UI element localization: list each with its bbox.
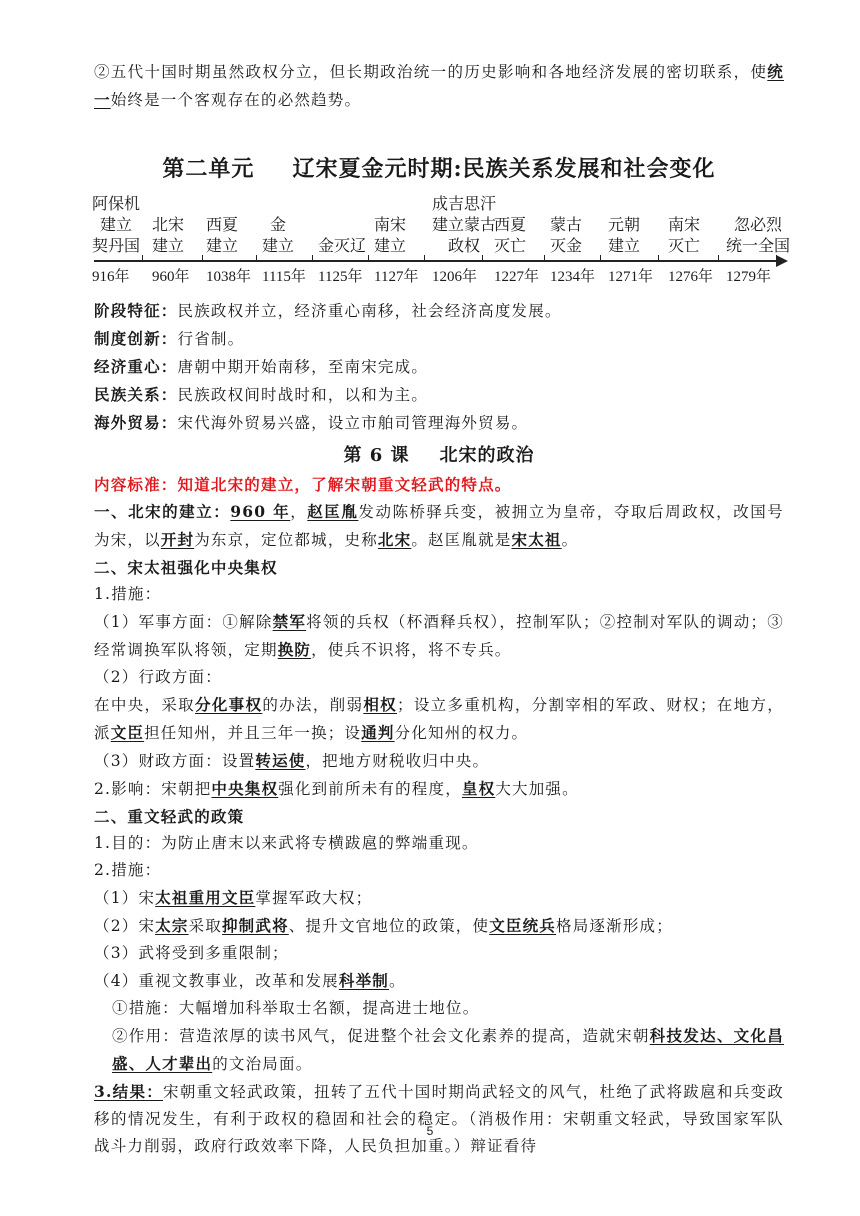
timeline-event xyxy=(152,194,184,257)
timeline-event xyxy=(374,194,406,257)
purpose: 1.目的：为防止唐末以来武将专横跋扈的弊端重现。 xyxy=(94,834,479,852)
text: （4）重视文教事业，改革和发展 xyxy=(94,972,339,990)
timeline-year: 1279年 xyxy=(726,269,772,285)
sub-measure xyxy=(94,1022,784,1078)
timeline-axis xyxy=(94,260,778,262)
influence xyxy=(94,775,784,803)
timeline-event-line: 金 xyxy=(270,217,287,234)
key-term: 赵匡胤 xyxy=(307,502,359,521)
text: 发动陈桥驿兵变，被拥立为皇帝，夺取后周政权，改国号为宋，以 xyxy=(94,503,784,549)
timeline-year: 960年 xyxy=(152,269,190,285)
timeline-event-line: 蒙古 xyxy=(550,217,583,234)
timeline-year: 1038年 xyxy=(206,269,252,285)
section-heading: 二、宋太祖强化中央集权 xyxy=(94,558,278,577)
intro-paragraph xyxy=(94,58,784,114)
text: （3）财政方面：设置 xyxy=(94,752,256,770)
intro-text-end: 始终是一个客观存在的必然趋势。 xyxy=(110,91,362,109)
timeline-tick xyxy=(776,255,777,261)
timeline-tick xyxy=(202,255,203,261)
key-term: 通判 xyxy=(361,723,395,742)
section-heading: 二、重文轻武的政策 xyxy=(94,807,245,826)
summary-text: 宋代海外贸易兴盛，设立市舶司管理海外贸易。 xyxy=(177,414,529,432)
timeline-event-line: 西夏 xyxy=(206,217,239,234)
summary-text: 民族政权并立，经济重心南移，社会经济高度发展。 xyxy=(177,302,562,320)
key-term: 中央集权 xyxy=(211,779,279,798)
timeline-year: 1276年 xyxy=(668,269,714,285)
key-term: 3.结果： xyxy=(94,1082,164,1101)
timeline-event-line: 建立 xyxy=(152,238,185,255)
timeline-event-line: 元朝 xyxy=(608,217,641,234)
text: 、提升文官地位的政策，使 xyxy=(288,917,490,935)
key-term: 太宗 xyxy=(155,916,189,935)
section-founding xyxy=(94,498,784,554)
timeline-event-line: 忽必烈 xyxy=(734,217,783,234)
timeline-event-line: 灭金 xyxy=(550,238,583,255)
timeline-event-line: 政权 xyxy=(448,238,481,255)
timeline-event-line xyxy=(608,194,640,215)
unit-number: 第二单元 xyxy=(162,156,255,182)
text: ，使兵不识将，将不专兵。 xyxy=(311,641,512,659)
timeline-event-line: 北宋 xyxy=(152,217,185,234)
text: 大大加强。 xyxy=(495,780,579,798)
timeline-event-line: 灭亡 xyxy=(668,238,701,255)
timeline-event-line: 建立 xyxy=(206,238,239,255)
administrative-measures xyxy=(94,691,784,747)
timeline-event-line xyxy=(550,194,582,215)
key-term: 960 年 xyxy=(230,502,291,521)
timeline-event xyxy=(608,194,640,257)
summary-item xyxy=(94,353,784,381)
timeline-event-line: 建立蒙古 xyxy=(432,217,497,234)
text: ， xyxy=(290,503,308,521)
timeline-event xyxy=(318,194,366,257)
key-term: 抑制武将 xyxy=(221,916,289,935)
text: 为东京，定位都城，史称 xyxy=(194,531,378,549)
text: 分化知州的权力。 xyxy=(394,724,529,742)
text: 宋朝重文轻武政策，扭转了五代十国时期尚武轻文的风气，杜绝了武将跋扈和兵变政移的情况发生，有利于政权的稳固和社会的稳定。（消极作用：宋朝重文轻武，导致国家军队战斗力削弱，政府行政效率下降，人民负担加重。）辩证看待 xyxy=(94,1083,784,1155)
timeline-year: 1227年 xyxy=(494,269,540,285)
financial-measures xyxy=(94,747,784,775)
text: ②作用：营造浓厚的读书风气，促进整个社会文化素养的提高，造就宋朝 xyxy=(112,1027,650,1045)
section-heading: 一、北宋的建立： xyxy=(94,502,231,521)
timeline-event-line: 建立 xyxy=(374,238,407,255)
sub-measure: ①措施：大幅增加科举取士名额，提高进士地位。 xyxy=(112,999,480,1017)
timeline-tick xyxy=(312,255,313,261)
lesson-name: 北宋的政治 xyxy=(439,445,535,466)
key-term: 皇权 xyxy=(461,779,496,798)
timeline-tick xyxy=(482,255,483,261)
timeline-tick xyxy=(544,255,545,261)
measure-item: （3）武将受到多重限制； xyxy=(94,944,289,962)
summary-label: 阶段特征： xyxy=(94,301,178,320)
summary-item xyxy=(94,297,784,325)
key-term: 换防 xyxy=(277,640,312,659)
text: （2）宋 xyxy=(94,917,156,935)
document-page xyxy=(92,58,791,1160)
timeline-event xyxy=(206,194,238,257)
lesson-title xyxy=(94,441,784,467)
text: 格局逐渐形成； xyxy=(556,917,673,935)
summary-item xyxy=(94,325,784,353)
timeline-event-line xyxy=(318,215,366,236)
timeline-event-line: 契丹国 xyxy=(92,238,141,255)
key-term: 分化事权 xyxy=(195,695,263,714)
timeline-event-line xyxy=(262,194,294,215)
text: （1）宋 xyxy=(94,889,156,907)
summary-label: 经济重心： xyxy=(94,357,178,376)
timeline-tick xyxy=(424,255,425,261)
content-standard: 内容标准：知道北宋的建立，了解宋朝重文轻武的特点。 xyxy=(94,475,512,494)
timeline-year: 1127年 xyxy=(374,269,419,285)
text: 在中央，采取 xyxy=(94,696,195,714)
summary-text: 行省制。 xyxy=(177,330,245,348)
timeline-event-line: 成吉思汗 xyxy=(432,196,497,213)
timeline-event-line xyxy=(726,194,790,215)
timeline-tick xyxy=(600,255,601,261)
key-term: 科举制 xyxy=(338,971,389,990)
key-term: 转运使 xyxy=(255,751,306,770)
timeline-tick xyxy=(718,255,719,261)
summary-item xyxy=(94,381,784,409)
timeline-tick xyxy=(368,255,369,261)
text: 的文治局面。 xyxy=(212,1055,313,1073)
timeline-event xyxy=(92,194,140,257)
key-term: 开封 xyxy=(160,530,195,549)
lesson-number: 第 6 课 xyxy=(343,445,410,466)
text: 。 xyxy=(561,531,579,549)
timeline-event-line: 南宋 xyxy=(374,217,407,234)
timeline-event-line: 西夏 xyxy=(494,217,527,234)
timeline-event-line: 建立 xyxy=(608,238,641,255)
timeline-event-line: 金灭辽 xyxy=(318,238,367,255)
summary-list xyxy=(94,297,784,437)
timeline-year: 1206年 xyxy=(432,269,478,285)
measure-item xyxy=(94,967,784,995)
text: 的办法，削弱 xyxy=(262,696,364,714)
timeline-tick xyxy=(256,255,257,261)
timeline-tick xyxy=(658,255,659,261)
key-term: 文臣统兵 xyxy=(489,916,557,935)
timeline-event-line xyxy=(374,194,406,215)
timeline-event-line xyxy=(206,194,238,215)
timeline-event-line: 统一全国 xyxy=(726,238,791,255)
timeline-event-line xyxy=(152,194,184,215)
page-number: 5 xyxy=(426,1124,434,1138)
text: 将领的兵权（杯酒释兵权），控制军队；②控制对军队的调动；③经常调换军队将领，定期 xyxy=(94,613,784,659)
timeline-year: 1271年 xyxy=(608,269,654,285)
timeline-event-line: 南宋 xyxy=(668,217,701,234)
text: 担任知州，并且三年一换；设 xyxy=(144,724,362,742)
text: 。赵匡胤就是 xyxy=(411,531,512,549)
text: 。 xyxy=(388,972,406,990)
timeline-event xyxy=(432,194,496,257)
timeline-tick xyxy=(142,255,143,261)
subheading: 1.措施： xyxy=(94,585,162,603)
summary-text: 民族政权间时战时和，以和为主。 xyxy=(177,386,429,404)
key-term: 太祖重用文臣 xyxy=(155,888,256,907)
timeline-year: 1125年 xyxy=(318,269,363,285)
timeline-event-line: 建立 xyxy=(262,238,295,255)
summary-label: 民族关系： xyxy=(94,385,178,404)
intro-emphasis: 统一 xyxy=(94,62,784,109)
key-term: 北宋 xyxy=(377,530,412,549)
timeline-event xyxy=(668,194,700,257)
timeline-event-line xyxy=(318,194,366,215)
timeline-event-line: 灭亡 xyxy=(494,238,527,255)
subheading: 2.措施： xyxy=(94,861,162,879)
text: 2.影响：宋朝把 xyxy=(94,780,212,798)
timeline-year: 1234年 xyxy=(550,269,596,285)
key-term: 文臣 xyxy=(110,723,145,742)
summary-text: 唐朝中期开始南移，至南宋完成。 xyxy=(177,358,429,376)
intro-text: ②五代十国时期虽然政权分立，但长期政治统一的历史影响和各地经济发展的密切联系，使 xyxy=(94,63,768,81)
timeline-event xyxy=(262,194,294,257)
text: 采取 xyxy=(188,917,222,935)
timeline-event xyxy=(726,194,790,257)
timeline-event-line: 阿保机 xyxy=(92,196,141,213)
timeline-event xyxy=(550,194,582,257)
measure-item xyxy=(94,912,784,940)
text: 掌握军政大权； xyxy=(255,889,373,907)
key-term: 宋太祖 xyxy=(511,530,562,549)
subheading: （2）行政方面： xyxy=(94,668,222,686)
unit-title xyxy=(94,152,784,183)
text: 强化到前所未有的程度， xyxy=(278,780,462,798)
timeline-event-line: 建立 xyxy=(100,217,133,234)
key-term: 禁军 xyxy=(272,612,307,631)
timeline-year: 1115年 xyxy=(262,269,306,285)
text: ；设立多重机构，分割宰相的军政、财权；在地方，派 xyxy=(94,696,784,742)
summary-item xyxy=(94,409,784,437)
measure-item xyxy=(94,884,784,912)
summary-label: 海外贸易： xyxy=(94,413,178,432)
timeline xyxy=(92,193,791,289)
result xyxy=(94,1078,784,1160)
unit-name: 辽宋夏金元时期:民族关系发展和社会变化 xyxy=(292,156,716,182)
timeline-event-line xyxy=(668,194,700,215)
key-term: 相权 xyxy=(363,695,397,714)
summary-label: 制度创新： xyxy=(94,329,178,348)
timeline-event xyxy=(494,194,526,257)
text: （1）军事方面：①解除 xyxy=(94,613,273,631)
timeline-year: 916年 xyxy=(92,269,130,285)
military-measures xyxy=(94,608,784,664)
key-term: 科技发达、文化昌盛、人才辈出 xyxy=(112,1026,784,1073)
text: ，把地方财税收归中央。 xyxy=(305,752,490,770)
timeline-event-line xyxy=(494,194,526,215)
